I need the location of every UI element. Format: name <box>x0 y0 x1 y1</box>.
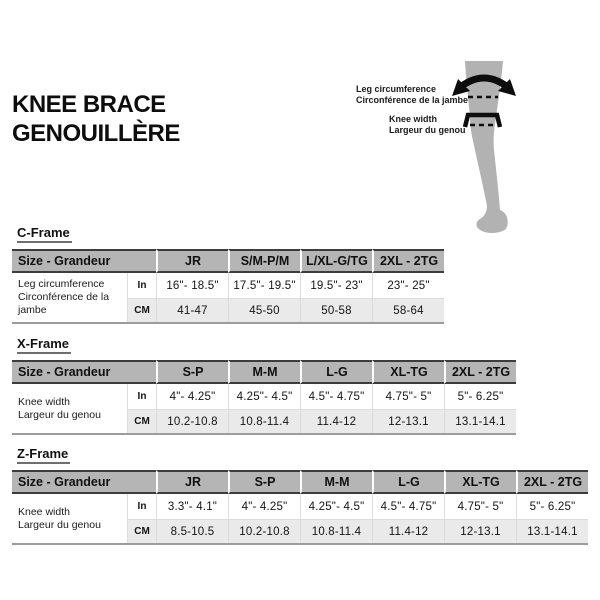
value-cell: 16"- 18.5" <box>156 273 228 299</box>
column-header: L/XL-G/TG <box>300 249 372 273</box>
corner-header: Size - Grandeur <box>12 360 156 384</box>
value-cell: 45-50 <box>228 299 300 322</box>
page-title <box>12 90 180 148</box>
value-cell: 23"- 25" <box>372 273 444 299</box>
value-cell: 4.25"- 4.5" <box>300 494 372 520</box>
x-frame-heading: X-Frame <box>17 336 71 354</box>
z-frame-table <box>12 470 588 545</box>
inches-row <box>12 273 444 299</box>
page-title-fr: GENOUILLÈRE <box>12 120 180 147</box>
value-cell: 4.5"- 4.75" <box>300 384 372 410</box>
column-header: M-M <box>300 470 372 494</box>
value-cell: 4.5"- 4.75" <box>372 494 444 520</box>
value-cell: 12-13.1 <box>372 410 444 433</box>
value-cell: 10.2-10.8 <box>228 520 300 543</box>
column-header: JR <box>156 249 228 273</box>
corner-header: Size - Grandeur <box>12 249 156 273</box>
knee-width-label: Knee width Largeur du genou <box>389 114 466 135</box>
unit-cell: CM <box>127 520 156 543</box>
value-cell: 13.1-14.1 <box>444 410 516 433</box>
column-header: 2XL - 2TG <box>444 360 516 384</box>
column-header: S-P <box>156 360 228 384</box>
z-frame-heading: Z-Frame <box>17 446 70 464</box>
column-header: S-P <box>228 470 300 494</box>
unit-cell: In <box>127 273 156 299</box>
c-frame-section <box>0 224 600 324</box>
value-cell: 41-47 <box>156 299 228 322</box>
value-cell: 10.2-10.8 <box>156 410 228 433</box>
unit-cell: In <box>127 384 156 410</box>
value-cell: 4.75"- 5" <box>444 494 516 520</box>
column-header: L-G <box>372 470 444 494</box>
value-cell: 50-58 <box>300 299 372 322</box>
header-row <box>12 470 588 494</box>
corner-header: Size - Grandeur <box>12 470 156 494</box>
value-cell: 10.8-11.4 <box>300 520 372 543</box>
x-frame-section <box>0 335 600 435</box>
row-label-cell: Leg circumference Circonférence de la jambe <box>12 273 127 322</box>
unit-cell: CM <box>127 299 156 322</box>
value-cell: 4"- 4.25" <box>228 494 300 520</box>
value-cell: 4.75"- 5" <box>372 384 444 410</box>
column-header: L-G <box>300 360 372 384</box>
value-cell: 8.5-10.5 <box>156 520 228 543</box>
value-cell: 3.3"- 4.1" <box>156 494 228 520</box>
inches-row <box>12 384 516 410</box>
value-cell: 5"- 6.25" <box>444 384 516 410</box>
unit-cell: In <box>127 494 156 520</box>
value-cell: 4.25"- 4.5" <box>228 384 300 410</box>
leg-circumference-label: Leg circumference Circonférence de la jambe <box>356 84 469 105</box>
value-cell: 17.5"- 19.5" <box>228 273 300 299</box>
header-row <box>12 249 444 273</box>
z-frame-section <box>0 445 600 545</box>
row-label-cell: Knee width Largeur du genou <box>12 384 127 433</box>
column-header: JR <box>156 470 228 494</box>
leg-illustration <box>340 40 600 240</box>
header-row <box>12 360 516 384</box>
value-cell: 4"- 4.25" <box>156 384 228 410</box>
column-header: 2XL - 2TG <box>516 470 588 494</box>
column-header: XL-TG <box>444 470 516 494</box>
value-cell: 58-64 <box>372 299 444 322</box>
measurement-diagram <box>340 40 600 240</box>
column-header: XL-TG <box>372 360 444 384</box>
column-header: S/M-P/M <box>228 249 300 273</box>
value-cell: 10.8-11.4 <box>228 410 300 433</box>
inches-row <box>12 494 588 520</box>
unit-cell: CM <box>127 410 156 433</box>
value-cell: 5"- 6.25" <box>516 494 588 520</box>
column-header: 2XL - 2TG <box>372 249 444 273</box>
c-frame-heading: C-Frame <box>17 225 72 243</box>
value-cell: 11.4-12 <box>300 410 372 433</box>
row-label-cell: Knee width Largeur du genou <box>12 494 127 543</box>
page-title-en: KNEE BRACE <box>12 91 166 118</box>
value-cell: 13.1-14.1 <box>516 520 588 543</box>
x-frame-table <box>12 360 516 435</box>
value-cell: 19.5"- 23" <box>300 273 372 299</box>
column-header: M-M <box>228 360 300 384</box>
value-cell: 11.4-12 <box>372 520 444 543</box>
value-cell: 12-13.1 <box>444 520 516 543</box>
c-frame-table <box>12 249 444 324</box>
